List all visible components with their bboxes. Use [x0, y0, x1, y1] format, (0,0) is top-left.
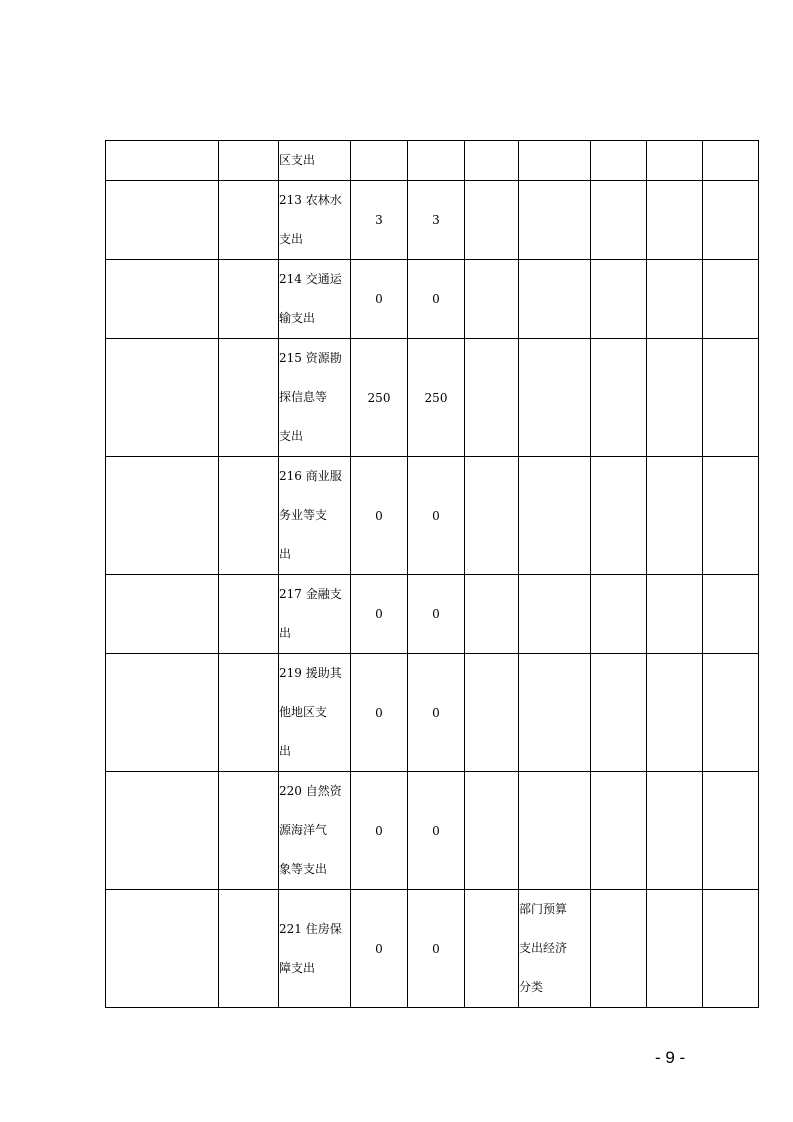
table-row: [106, 575, 759, 654]
table-cell: [465, 181, 519, 260]
amount-cell: 250: [351, 339, 408, 457]
table-cell: [219, 339, 279, 457]
table-cell: [647, 575, 703, 654]
economic-class-cell: [519, 890, 591, 1008]
cell-text-line: 支出: [279, 429, 304, 443]
cell-text-line: 215 资源勘: [279, 351, 342, 365]
cell-text-line: 源海洋气: [279, 823, 328, 837]
cell-text-line: 象等支出: [279, 862, 328, 876]
cell-text-line: 216 商业服: [279, 469, 342, 483]
cell-text-line: 220 自然资: [279, 784, 342, 798]
table-cell: [219, 772, 279, 890]
table-cell: [591, 575, 647, 654]
table-cell: [591, 141, 647, 181]
economic-class-cell: [519, 457, 591, 575]
expenditure-item-cell: [279, 260, 351, 339]
table-cell: [591, 772, 647, 890]
table-body: [106, 141, 759, 1008]
expenditure-item-cell: [279, 339, 351, 457]
table-row: [106, 457, 759, 575]
table-cell: [106, 181, 219, 260]
amount-cell: 0: [408, 654, 465, 772]
amount-cell: 3: [408, 181, 465, 260]
cell-text-line: 探信息等: [279, 390, 328, 404]
table-row: [106, 772, 759, 890]
table-row: [106, 260, 759, 339]
cell-text-line: 输支出: [279, 311, 316, 325]
cell-text-line: 务业等支: [279, 508, 328, 522]
amount-cell: 0: [408, 575, 465, 654]
amount-cell: 0: [351, 260, 408, 339]
table-cell: [106, 654, 219, 772]
cell-text-line: 出: [279, 547, 292, 561]
cell-text-line: 221 住房保: [279, 921, 342, 936]
table-cell: [703, 181, 759, 260]
cell-text-line: 出: [279, 744, 292, 758]
amount-cell: 0: [351, 772, 408, 890]
economic-class-cell: [519, 181, 591, 260]
table-cell: [591, 339, 647, 457]
amount-cell: 0: [351, 890, 408, 1008]
table-cell: [465, 260, 519, 339]
table-cell: [703, 457, 759, 575]
table-cell: [591, 457, 647, 575]
table-cell: [219, 260, 279, 339]
table-cell: [703, 141, 759, 181]
cell-text-line: 他地区支: [279, 705, 328, 719]
cell-text-line: 219 援助其: [279, 666, 342, 680]
table-cell: [703, 339, 759, 457]
expenditure-item-cell: [279, 181, 351, 260]
economic-class-cell: [519, 339, 591, 457]
amount-cell: 0: [408, 772, 465, 890]
table-cell: [703, 654, 759, 772]
amount-cell: 0: [351, 575, 408, 654]
amount-cell: [408, 141, 465, 181]
expenditure-item-cell: [279, 575, 351, 654]
table-row: [106, 339, 759, 457]
table-cell: [591, 260, 647, 339]
amount-cell: 0: [408, 457, 465, 575]
table-cell: [465, 772, 519, 890]
table-cell: [106, 339, 219, 457]
table-cell: [703, 890, 759, 1008]
table-cell: [591, 654, 647, 772]
table-cell: [647, 890, 703, 1008]
cell-text-line: 217 金融支: [279, 587, 342, 601]
cell-text-line: 障支出: [279, 960, 316, 975]
economic-class-cell: [519, 654, 591, 772]
cell-text-line: 部门预算: [519, 902, 568, 916]
table-cell: [106, 772, 219, 890]
cell-text-line: 区支出: [279, 153, 316, 167]
amount-cell: 0: [351, 654, 408, 772]
table-cell: [106, 457, 219, 575]
table-cell: [465, 575, 519, 654]
table-row: [106, 654, 759, 772]
table-cell: [647, 772, 703, 890]
amount-cell: 0: [351, 457, 408, 575]
table-cell: [647, 181, 703, 260]
table-cell: [106, 575, 219, 654]
table-cell: [591, 181, 647, 260]
table-cell: [219, 890, 279, 1008]
table-cell: [219, 654, 279, 772]
table-cell: [465, 457, 519, 575]
page-number: - 9 -: [655, 1048, 686, 1067]
table-cell: [703, 772, 759, 890]
table-cell: [106, 141, 219, 181]
expenditure-item-cell: [279, 457, 351, 575]
table-cell: [647, 654, 703, 772]
cell-text-line: 213 农林水: [279, 193, 342, 207]
table-cell: [703, 260, 759, 339]
expenditure-item-cell: [279, 141, 351, 181]
amount-cell: 3: [351, 181, 408, 260]
economic-class-cell: [519, 141, 591, 181]
economic-class-cell: [519, 260, 591, 339]
table-cell: [219, 575, 279, 654]
table-row: [106, 141, 759, 181]
amount-cell: 250: [408, 339, 465, 457]
expenditure-item-cell: [279, 654, 351, 772]
table-cell: [219, 181, 279, 260]
table-cell: [647, 260, 703, 339]
table-row: [106, 890, 759, 1008]
table-cell: [106, 260, 219, 339]
cell-text-line: 分类: [519, 980, 544, 994]
economic-class-cell: [519, 772, 591, 890]
economic-class-cell: [519, 575, 591, 654]
amount-cell: 0: [408, 890, 465, 1008]
amount-cell: 0: [408, 260, 465, 339]
expenditure-item-cell: [279, 890, 351, 1008]
table-cell: [703, 575, 759, 654]
table-cell: [465, 890, 519, 1008]
amount-cell: [351, 141, 408, 181]
table-cell: [219, 141, 279, 181]
table-cell: [465, 654, 519, 772]
cell-text-line: 214 交通运: [279, 272, 342, 286]
table-cell: [106, 890, 219, 1008]
cell-text-line: 支出经济: [519, 941, 568, 955]
expenditure-item-cell: [279, 772, 351, 890]
table-row: [106, 181, 759, 260]
table-cell: [591, 890, 647, 1008]
table-cell: [647, 141, 703, 181]
table-cell: [647, 339, 703, 457]
cell-text-line: 出: [279, 626, 292, 640]
table-cell: [219, 457, 279, 575]
table-cell: [465, 339, 519, 457]
table-cell: [647, 457, 703, 575]
budget-table: [105, 140, 759, 1008]
cell-text-line: 支出: [279, 232, 304, 246]
table-cell: [465, 141, 519, 181]
